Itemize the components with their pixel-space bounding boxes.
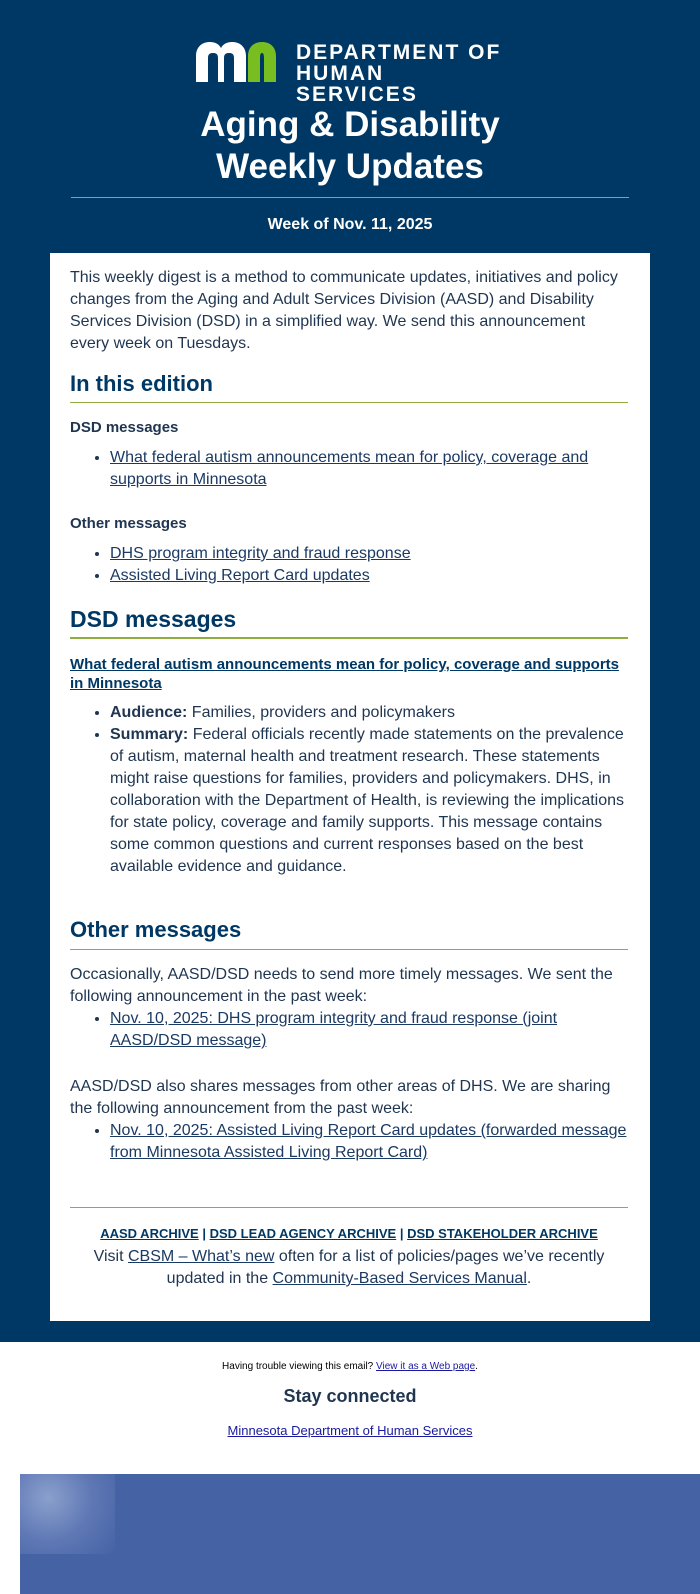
archive-rule	[70, 1207, 628, 1208]
dsd-stakeholder-archive-link[interactable]: DSD STAKEHOLDER ARCHIVE	[407, 1226, 598, 1241]
edition-link-autism[interactable]: What federal autism announcements mean for policy, coverage and supports in Minnesota	[110, 449, 589, 488]
trouble-text: Having trouble viewing this email?	[222, 1361, 374, 1372]
mn-logo-icon	[196, 42, 282, 82]
list-item	[110, 1120, 628, 1164]
stay-connected-heading: Stay connected	[283, 1386, 417, 1406]
edition-rule	[70, 402, 628, 403]
visit-text: Visit	[93, 1248, 124, 1265]
trouble-viewing-note	[0, 1361, 700, 1372]
other-list-2	[70, 1120, 628, 1164]
period: .	[526, 1270, 532, 1287]
summary-item	[110, 724, 628, 878]
list-item	[110, 447, 628, 491]
period: .	[475, 1361, 478, 1372]
cbsm-manual-link[interactable]: Community-Based Services Manual	[272, 1270, 527, 1287]
logo-text	[296, 42, 506, 105]
report-card-link[interactable]: Nov. 10, 2025: Assisted Living Report Card updates (forwarded message from Minnesota Assisted Living Report Card)	[110, 1122, 627, 1161]
list-item	[110, 565, 628, 587]
dsd-section-rule	[70, 637, 628, 639]
summary-text: Federal officials recently made statements on the prevalence of autism, maternal health and treatment research. These statements might raise questions for families, providers and policymakers. DHS, in collaboration with the Department of Health, is reviewing the implications for state policy, coverage and family supports. This message contains some common questions and current responses based on the best available evidence and guidance.	[110, 726, 625, 875]
dhs-logo[interactable]	[196, 40, 506, 106]
minnesota-dhs-link[interactable]: Minnesota Department of Human Services	[227, 1423, 473, 1438]
edition-dsd-list	[70, 447, 628, 491]
content-card	[50, 253, 650, 1321]
cbsm-whats-new-link[interactable]: CBSM – What’s new	[128, 1248, 275, 1265]
cbsm-note	[70, 1246, 628, 1290]
fraud-response-link[interactable]: Nov. 10, 2025: DHS program integrity and fraud response (joint AASD/DSD message)	[110, 1010, 558, 1049]
week-date: Week of Nov. 11, 2025	[267, 216, 433, 233]
audience-text: Families, providers and policymakers	[191, 704, 455, 721]
dsd-article-title	[70, 655, 628, 693]
aasd-archive-link[interactable]: AASD ARCHIVE	[100, 1226, 199, 1241]
web-page-link[interactable]: View it as a Web page	[376, 1361, 476, 1372]
edition-heading: In this edition	[70, 371, 213, 396]
summary-label: Summary:	[110, 726, 189, 743]
edition-link-fraud[interactable]: DHS program integrity and fraud response	[110, 545, 411, 562]
other-intro-2: AASD/DSD also shares messages from other areas of DHS. We are sharing the following announcement from the past week:	[70, 1078, 611, 1117]
intro-paragraph: This weekly digest is a method to communicate updates, initiatives and policy changes from the Aging and Adult Services Division (AASD) and Disability Services Division (DSD) in a simplified way. We send this announcement every week on Tuesdays.	[70, 269, 618, 352]
title-line-2: Weekly Updates	[216, 147, 484, 186]
list-item	[110, 543, 628, 565]
edition-link-report-card[interactable]: Assisted Living Report Card updates	[110, 567, 370, 584]
logo-line-2: HUMAN SERVICES	[296, 62, 418, 106]
audience-label: Audience:	[110, 704, 188, 721]
separator: |	[202, 1226, 206, 1241]
other-intro-1: Occasionally, AASD/DSD needs to send more timely messages. We sent the following announcement in the past week:	[70, 966, 613, 1005]
edition-other-list	[70, 543, 628, 587]
edition-other-heading: Other messages	[70, 515, 187, 532]
separator: |	[399, 1226, 404, 1241]
other-section-heading: Other messages	[70, 917, 242, 942]
archive-links	[70, 1226, 628, 1241]
dsd-lead-agency-archive-link[interactable]: DSD LEAD AGENCY ARCHIVE	[209, 1226, 397, 1241]
title-line-1: Aging & Disability	[200, 105, 500, 144]
edition-dsd-heading: DSD messages	[70, 419, 179, 436]
cbsm-mid-text: often for a list of policies/pages we’ve recently updated in the	[166, 1248, 605, 1287]
newsletter-title	[0, 104, 700, 188]
list-item	[110, 1008, 628, 1052]
other-section-rule	[70, 949, 628, 950]
audience-item	[110, 702, 628, 724]
dsd-article-details	[70, 702, 628, 878]
footer-banner-image	[20, 1474, 700, 1594]
dhs-footer-link	[0, 1423, 700, 1438]
autism-article-link[interactable]: What federal autism announcements mean for policy, coverage and supports in Minnesota	[70, 656, 620, 692]
logo-line-1: DEPARTMENT OF	[296, 41, 502, 64]
banner-glow	[20, 1474, 115, 1554]
header-divider	[71, 197, 629, 198]
other-list-1	[70, 1008, 628, 1052]
dsd-section-heading: DSD messages	[70, 606, 237, 632]
